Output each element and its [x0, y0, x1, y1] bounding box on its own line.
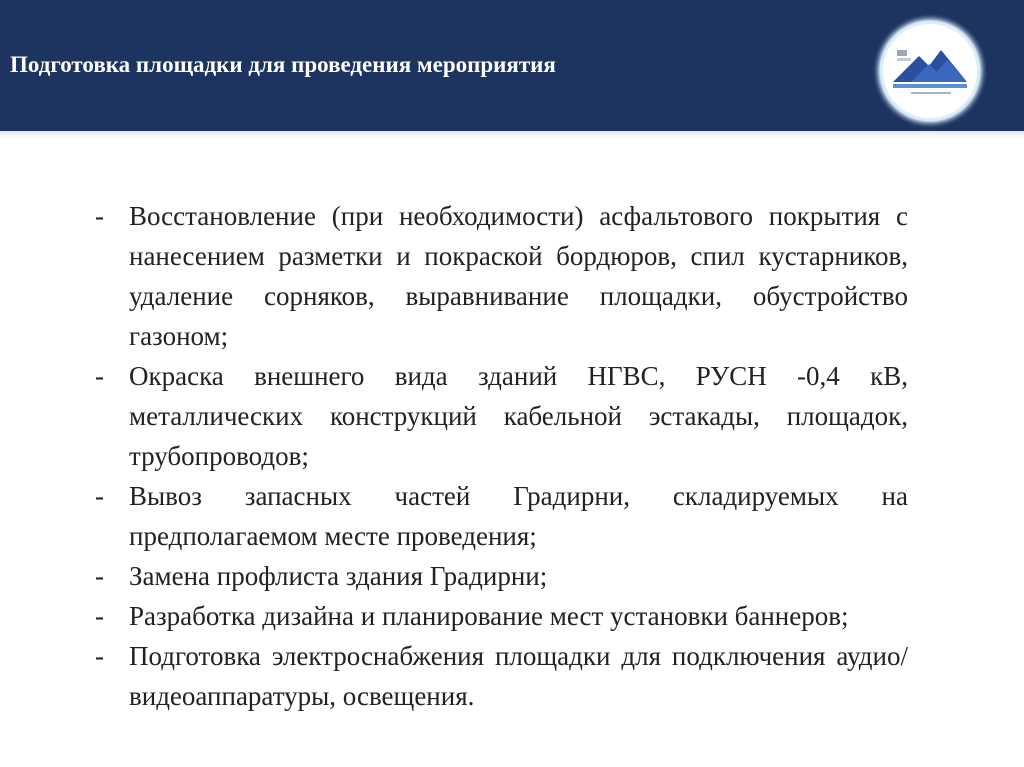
- list-item: [90, 476, 908, 556]
- logo-icon: [871, 12, 989, 130]
- list-item-text: Замена профлиста здания Градирни;: [129, 561, 548, 591]
- list-item-text: Вывоз запасных частей Градирни, складируемых на предполагаемом месте проведения;: [129, 481, 908, 551]
- list-item: [90, 636, 908, 716]
- list-item: [90, 556, 908, 596]
- header-divider: [0, 131, 1024, 139]
- bullet-dash: -: [95, 561, 104, 591]
- list-item-text: Восстановление (при необходимости) асфальтового покрытия с нанесением разметки и покраской бордюров, спил кустарников, удаление сорняков, выравнивание площадки, обустройство газоном;: [129, 201, 908, 351]
- bullet-dash: -: [95, 361, 104, 391]
- list-item: [90, 196, 908, 356]
- bullet-list: [90, 196, 908, 716]
- list-item-text: Разработка дизайна и планирование мест установки баннеров;: [129, 601, 849, 631]
- list-item: [90, 356, 908, 476]
- header-bar: [0, 0, 1024, 131]
- bullet-dash: -: [95, 201, 104, 231]
- bullet-dash: -: [95, 481, 104, 511]
- list-item-text: Окраска внешнего вида зданий НГВС, РУСН -0,4 кВ, металлических конструкций кабельной эстакады, площадок, трубопроводов;: [129, 361, 908, 471]
- list-item: [90, 596, 908, 636]
- list-item-text: Подготовка электроснабжения площадки для подключения аудио/видеоаппаратуры, освещения.: [129, 641, 908, 711]
- bullet-dash: -: [95, 601, 104, 631]
- slide-title: Подготовка площадки для проведения мероприятия: [10, 52, 556, 77]
- bullet-dash: -: [95, 641, 104, 671]
- company-logo: [871, 12, 989, 130]
